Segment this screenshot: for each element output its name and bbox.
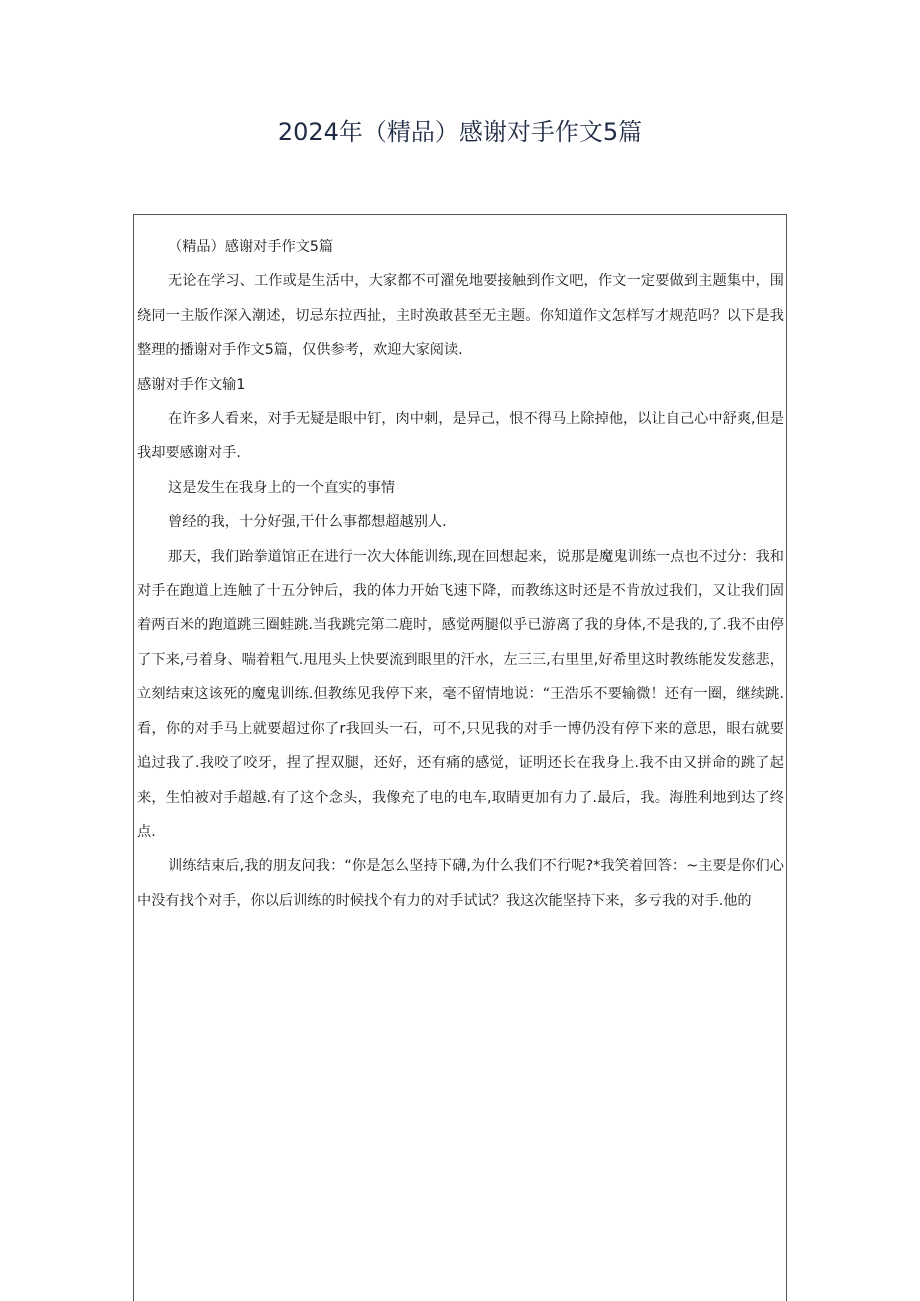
body-paragraph: 那天，我们跆拳道馆正在进行一次大体能训练,现在回想起来，说那是魔鬼训练一点也不过分：我和对手在跑道上连触了十五分钟后，我的体力开始飞速下降，而教练这时还是不肯放过我们，又让我们固着两百米的跑道跳三圈蛙跳.当我跳完第二鹿时，感觉两腿似乎已游离了我的身体,不是我的,了.我不由停了下来,弓着身、喘着粗气.甩甩头上快要流到眼里的汗水，左三三,右里里,好希里这时教练能发发慈悲，立刻结束这该死的魔鬼训练.但教练见我停下来，毫不留情地说：“王浩乐不要输微！还有一圈，继续跳.看，你的对手马上就要超过你了r我回头一石，可不,只见我的对手一博仍没有停下来的意思，眼右就要追过我了.我咬了咬牙，捏了捏双腿，还好，还有痛的感觉，证明还长在我身上.我不由又拼命的跳了起来，生怕被对手超越.有了这个念头，我像充了电的电车,取睛更加有力了.最后，我。海胜利地到达了终点. — [137, 548, 784, 840]
page-title: 2024年（精品）感谢对手作文5篇 — [277, 118, 643, 146]
document-frame — [133, 214, 787, 1301]
document-body — [134, 215, 786, 918]
document-subtitle: （精品）感谢对手作文5篇 — [168, 239, 334, 255]
intro-paragraph: 无论在学习、工作或是生活中，大家都不可濯免地要接触到作文吧，作文一定要做到主题集中，围绕同一主版作深入潮述，切忌东拉西扯，主时涣敢甚至无主题。你知道作文怎样写才规范吗？以下是我整理的播谢对手作文5篇，仅供参考，欢迎大家阅读. — [137, 273, 784, 359]
body-paragraph: 在许多人看来，对手无疑是眼中钉，肉中刺，是异己，恨不得马上除掉他，以让自己心中舒爽,但是我却要感谢对手. — [137, 411, 784, 462]
body-paragraph: 这是发生在我身上的一个直实的事情 — [168, 479, 396, 496]
section-heading: 感谢对手作文输1 — [137, 376, 246, 393]
body-paragraph: 曾经的我，十分好强,干什么事都想超越别人. — [168, 514, 447, 531]
body-paragraph: 训练结束后,我的朋友问我：“你是怎么坚持下礴,为什么我们不行呢?*我笑着回答：~主要是你们心中没有找个对手，你以后训练的时候找个有力的对手试试？我这次能坚持下来，多亏我的对手.他的 — [137, 858, 784, 909]
